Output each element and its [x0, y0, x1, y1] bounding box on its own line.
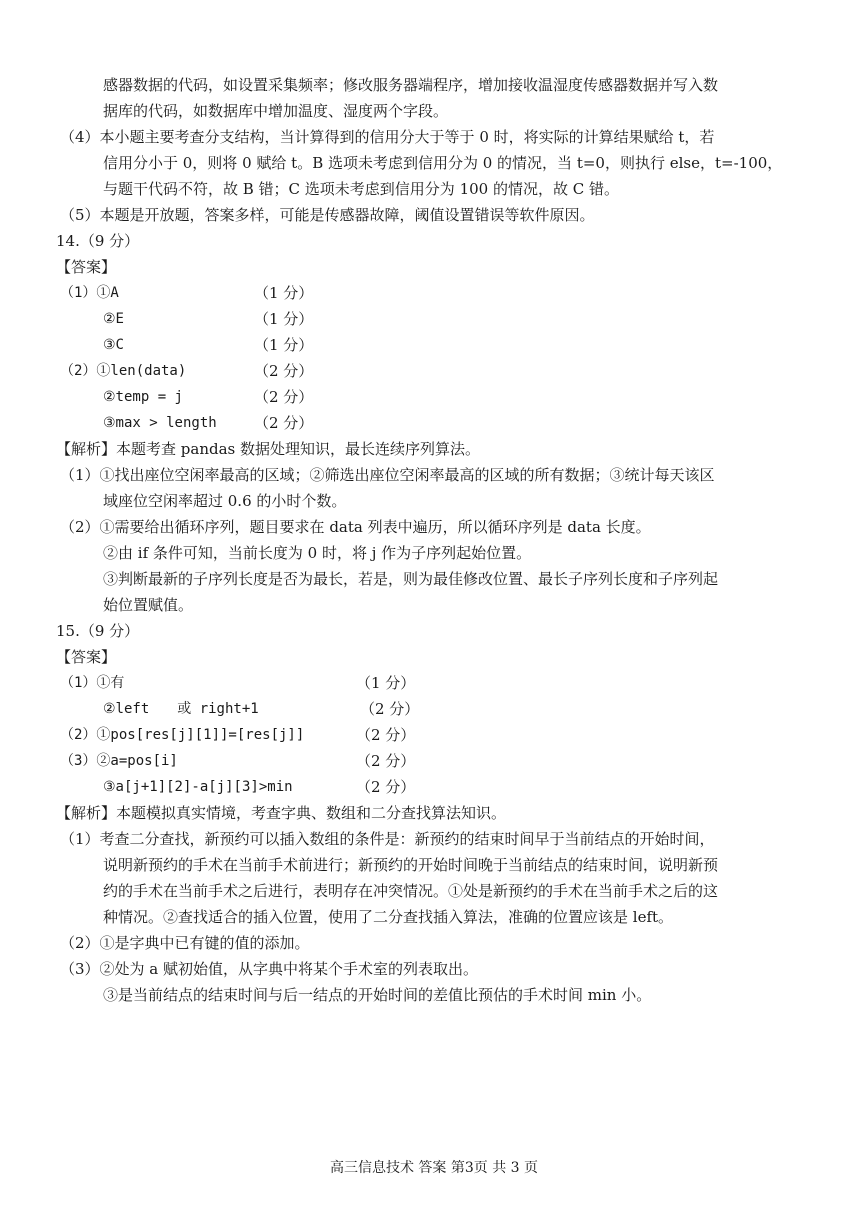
question-15-heading: 15.（9 分）: [56, 622, 140, 640]
score: （2 分）: [356, 726, 416, 744]
score: （2 分）: [254, 414, 314, 432]
text-line: 据库的代码，如数据库中增加温度、湿度两个字段。: [103, 102, 449, 120]
text-line: （5）本题是开放题，答案多样，可能是传感器故障，阈值设置错误等软件原因。: [60, 206, 595, 224]
answer-item: ②E: [103, 311, 124, 327]
text-line: 始位置赋值。: [103, 596, 194, 614]
score: （1 分）: [356, 674, 416, 692]
answer-item: （2）①pos[res[j][1]]=[res[j]]: [60, 727, 305, 743]
question-14-heading: 14.（9 分）: [56, 232, 140, 250]
answer-item: ②left 或 right+1: [103, 701, 259, 717]
text-line: （1）考查二分查找，新预约可以插入数组的条件是：新预约的结束时间早于当前结点的开始时间，: [60, 830, 715, 848]
text-line: 域座位空闲率超过 0.6 的小时个数。: [103, 492, 347, 510]
text-line: （4）本小题主要考查分支结构，当计算得到的信用分大于等于 0 时，将实际的计算结果赋给 t，若: [60, 128, 715, 146]
text-line: （2）①需要给出循环序列，题目要求在 data 列表中遍历，所以循环序列是 data 长度。: [60, 518, 651, 536]
answer-item: （1）①有: [60, 675, 125, 691]
score: （1 分）: [254, 284, 314, 302]
text-line: （3）②处为 a 赋初始值，从字典中将某个手术室的列表取出。: [60, 960, 479, 978]
text-line: 与题干代码不符，故 B 错；C 选项未考虑到信用分为 100 的情况，故 C 错。: [103, 180, 619, 198]
text-line: 信用分小于 0，则将 0 赋给 t。B 选项未考虑到信用分为 0 的情况，当 t=0，则执行 else，t=-100，: [103, 154, 783, 172]
score: （1 分）: [254, 336, 314, 354]
text-line: ③判断最新的子序列长度是否为最长，若是，则为最佳修改位置、最长子序列长度和子序列起: [103, 570, 719, 588]
text-line: 约的手术在当前手术之后进行，表明存在冲突情况。①处是新预约的手术在当前手术之后的这: [103, 882, 719, 900]
text-line: （1）①找出座位空闲率最高的区域；②筛选出座位空闲率最高的区域的所有数据；③统计每天该区: [60, 466, 715, 484]
answer-item: ③max > length: [103, 415, 217, 431]
answer-item: ③C: [103, 337, 124, 353]
text-line: （2）①是字典中已有键的值的添加。: [60, 934, 310, 952]
score: （2 分）: [356, 752, 416, 770]
explanation-heading: 【解析】本题模拟真实情境，考查字典、数组和二分查找算法知识。: [56, 804, 507, 822]
text-line: 感器数据的代码，如设置采集频率；修改服务器端程序，增加接收温湿度传感器数据并写入数: [103, 76, 719, 94]
text-line: ③是当前结点的结束时间与后一结点的开始时间的差值比预估的手术时间 min 小。: [103, 986, 652, 1004]
score: （2 分）: [356, 778, 416, 796]
answer-item: （1）①A: [60, 285, 119, 301]
answer-item: ③a[j+1][2]-a[j][3]>min: [103, 779, 293, 795]
text-line: 种情况。②查找适合的插入位置，使用了二分查找插入算法，准确的位置应该是 left。: [103, 908, 674, 926]
score: （2 分）: [360, 700, 420, 718]
answer-item: （2）①len(data): [60, 363, 187, 379]
answer-label: 【答案】: [56, 648, 117, 666]
text-line: 说明新预约的手术在当前手术前进行；新预约的开始时间晚于当前结点的结束时间，说明新预: [103, 856, 719, 874]
text-line: ②由 if 条件可知，当前长度为 0 时，将 j 作为子序列起始位置。: [103, 544, 532, 562]
score: （1 分）: [254, 310, 314, 328]
score: （2 分）: [254, 388, 314, 406]
answer-label: 【答案】: [56, 258, 117, 276]
explanation-heading: 【解析】本题考查 pandas 数据处理知识，最长连续序列算法。: [56, 440, 480, 458]
answer-item: ②temp = j: [103, 389, 183, 405]
page-footer: 高三信息技术 答案 第3页 共 3 页: [329, 1160, 539, 1176]
answer-item: （3）②a=pos[i]: [60, 753, 178, 769]
score: （2 分）: [254, 362, 314, 380]
